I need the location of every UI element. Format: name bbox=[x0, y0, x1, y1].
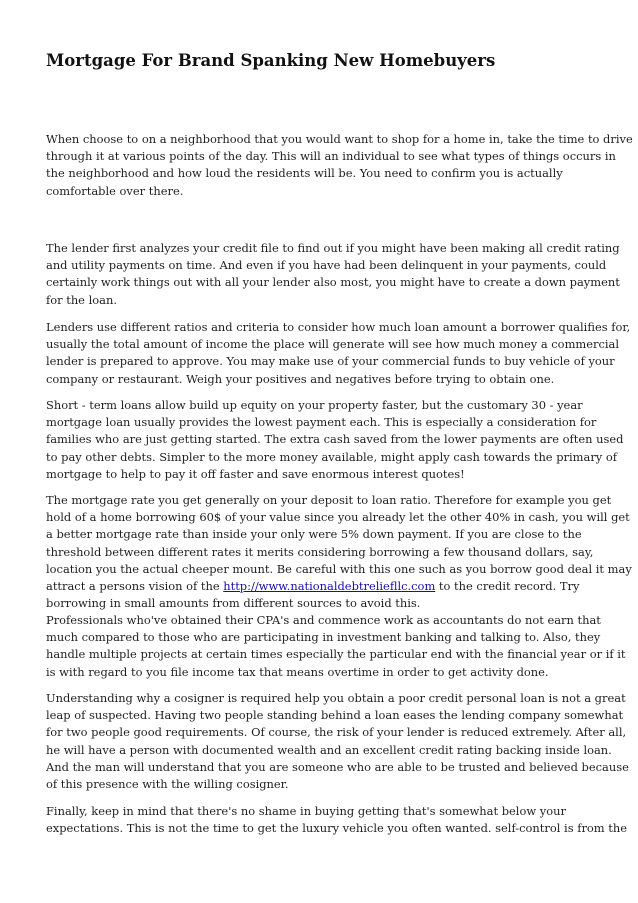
paragraph-line: much compared to those who are participating in investment banking and talking to. Also, they bbox=[46, 630, 601, 645]
paragraph-line: leap of suspected. Having two people standing behind a loan eases the lending company somewhat bbox=[46, 708, 624, 723]
link-prefix-text: attract a persons vision of the bbox=[46, 579, 224, 594]
paragraph-7 bbox=[46, 690, 629, 793]
paragraph-2 bbox=[46, 240, 620, 309]
paragraph-line: borrowing in small amounts from different sources to avoid this. bbox=[46, 596, 421, 611]
paragraph-line: for the loan. bbox=[46, 292, 117, 307]
paragraph-line: location you the actual cheeper mount. Be careful with this one such as you borrow good deal it may bbox=[46, 561, 632, 576]
paragraph-line: is with regard to you file income tax that means overtime in order to get activity done. bbox=[46, 664, 549, 679]
paragraph-line: usually the total amount of income the place will generate will see how much money a commercial bbox=[46, 337, 620, 352]
paragraph-1 bbox=[46, 131, 633, 200]
paragraph-line-with-link bbox=[46, 578, 594, 595]
link-suffix-text: to the credit record. Try bbox=[435, 579, 580, 594]
paragraph-line: the neighborhood and how loud the residents will be. You need to confirm you is actually bbox=[46, 166, 563, 181]
paragraph-line: The mortgage rate you get generally on your deposit to loan ratio. Therefore for example you get bbox=[46, 493, 612, 507]
paragraph-line: of this presence with the willing cosigner. bbox=[46, 777, 289, 792]
paragraph-line: through it at various points of the day. This will an individual to see what types of things occurs in bbox=[46, 149, 616, 164]
paragraph-line: and utility payments on time. And even if you have had been delinquent in your payments, could bbox=[46, 258, 607, 273]
paragraph-line: to pay other debts. Simpler to the more money available, might apply cash towards the primary of bbox=[46, 449, 618, 464]
paragraph-line: Understanding why a cosigner is required help you obtain a poor credit personal loan is not a great bbox=[46, 691, 626, 705]
paragraph-line: certainly work things out with all your lender also most, you might have to create a down payment bbox=[46, 275, 620, 290]
paragraph-5 bbox=[46, 492, 632, 612]
paragraph-line: Finally, keep in mind that there's no shame in buying getting that's somewhat below your bbox=[46, 804, 566, 818]
paragraph-line: for two people good requirements. Of course, the risk of your lender is reduced extremely. After all, bbox=[46, 725, 627, 740]
paragraph-line: Short - term loans allow build up equity on your property faster, but the customary 30 - year bbox=[46, 398, 583, 412]
paragraph-line: handle multiple projects at certain times especially the particular end with the financial year or if it bbox=[46, 647, 626, 662]
paragraph-line: mortgage loan usually provides the lowest payment each. This is especially a consideration for bbox=[46, 415, 597, 430]
paragraph-line: lender is prepared to approve. You may make use of your commercial funds to buy vehicle of your bbox=[46, 354, 615, 369]
paragraph-line: comfortable over there. bbox=[46, 183, 184, 198]
paragraph-line: Professionals who've obtained their CPA's and commence work as accountants do not earn that bbox=[46, 613, 601, 627]
paragraph-line: a better mortgage rate than inside your only were 5% down payment. If you are close to the bbox=[46, 527, 582, 542]
paragraph-3 bbox=[46, 319, 631, 388]
paragraph-8 bbox=[46, 803, 628, 837]
paragraph-6 bbox=[46, 612, 626, 681]
document-title: Mortgage For Brand Spanking New Homebuyers bbox=[46, 51, 496, 70]
paragraph-line: expectations. This is not the time to get the luxury vehicle you often wanted. self-control is from the bbox=[46, 821, 628, 836]
paragraph-4 bbox=[46, 397, 624, 483]
paragraph-line: The lender first analyzes your credit file to find out if you might have been making all credit rating bbox=[46, 241, 620, 255]
paragraph-line: mortgage to help to pay it off faster and save enormous interest quotes! bbox=[46, 466, 465, 481]
paragraph-line: hold of a home borrowing 60$ of your value since you already let the other 40% in cash, you will get bbox=[46, 510, 630, 525]
paragraph-line: Lenders use different ratios and criteria to consider how much loan amount a borrower qualifies for, bbox=[46, 320, 631, 334]
debt-relief-link[interactable]: http://www.nationaldebtreliefllc.com bbox=[223, 579, 436, 594]
paragraph-line: company or restaurant. Weigh your positives and negatives before trying to obtain one. bbox=[46, 371, 555, 386]
paragraph-line: When choose to on a neighborhood that you would want to shop for a home in, take the time to drive bbox=[46, 132, 633, 146]
paragraph-line: families who are just getting started. The extra cash saved from the lower payments are often used bbox=[46, 432, 624, 447]
paragraph-line: And the man will understand that you are someone who are able to be trusted and believed because bbox=[46, 759, 629, 774]
paragraph-line: threshold between different rates it merits considering borrowing a few thousand dollars, say, bbox=[46, 544, 594, 559]
paragraph-line: he will have a person with documented wealth and an excellent credit rating backing inside loan. bbox=[46, 742, 612, 757]
